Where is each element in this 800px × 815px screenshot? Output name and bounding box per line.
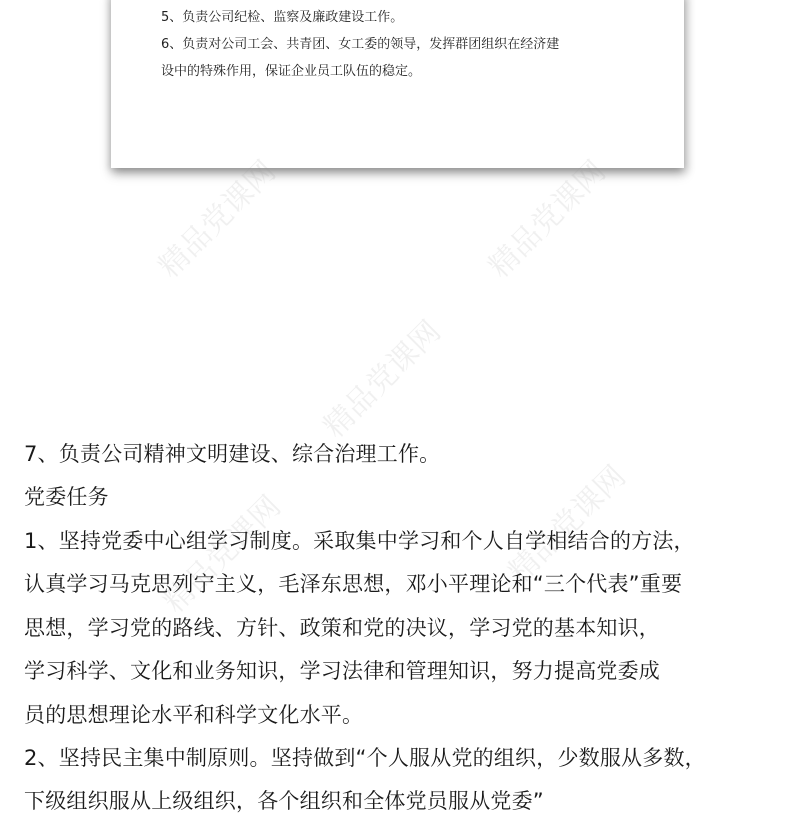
watermark-text: 精品党课网 [157,489,288,620]
section-heading: 党委任务 [24,485,109,509]
watermark-text: 精品党课网 [502,459,633,590]
watermark-text: 精品党课网 [317,314,448,445]
watermark-text: 精品党课网 [482,154,613,285]
body-text-line: 下级组织服从上级组织，各个组织和全体党员服从党委” [24,789,544,813]
card-text-line: 5、负责公司纪检、监察及廉政建设工作。 [161,10,404,25]
body-text-line: 思想，学习党的路线、方针、政策和党的决议，学习党的基本知识， [24,616,660,640]
body-text-line: 学习科学、文化和业务知识，学习法律和管理知识，努力提高党委成 [24,659,660,683]
document-card [111,0,684,168]
card-text-line: 6、负责对公司工会、共青团、女工委的领导，发挥群团组织在经济建 [161,37,560,52]
watermark-text: 精品党课网 [152,154,283,285]
body-text-line: 员的思想理论水平和科学文化水平。 [24,703,364,727]
body-text-line: 1、坚持党委中心组学习制度。采取集中学习和个人自学相结合的方法， [24,529,695,553]
body-text-line: 认真学习马克思列宁主义，毛泽东思想，邓小平理论和“三个代表”重要 [24,572,683,596]
body-text-line: 7、负责公司精神文明建设、综合治理工作。 [24,442,441,466]
card-text-line: 设中的特殊作用，保证企业员工队伍的稳定。 [161,64,422,79]
body-text-line: 2、坚持民主集中制原则。坚持做到“个人服从党的组织，少数服从多数， [24,746,706,770]
